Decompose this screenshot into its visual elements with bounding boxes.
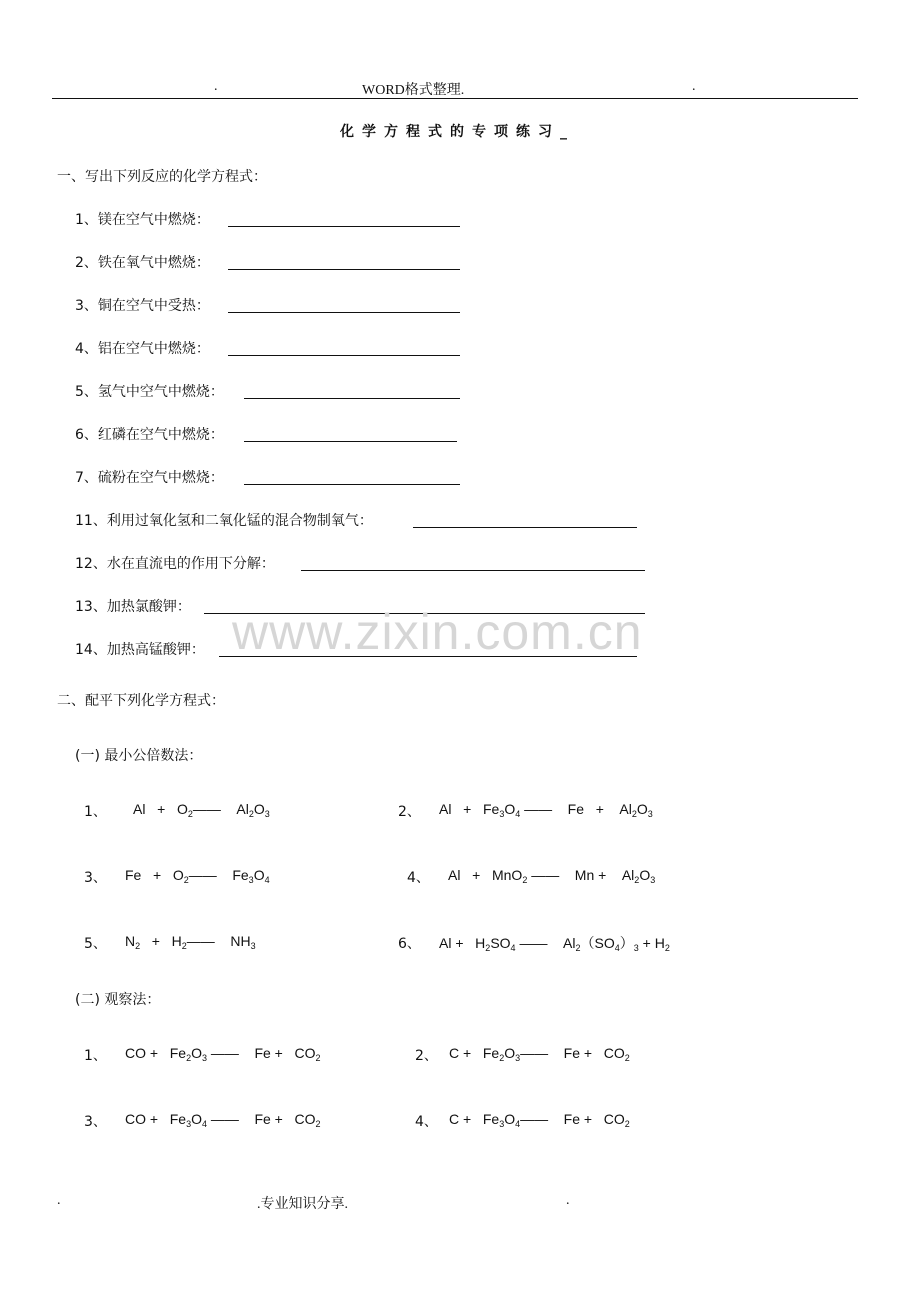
equation-number: 2、 bbox=[415, 1048, 438, 1064]
equation-number: 1、 bbox=[84, 1048, 107, 1064]
section-1-heading: 一、写出下列反应的化学方程式： bbox=[57, 169, 267, 185]
equation-number: 4、 bbox=[407, 870, 430, 886]
footer-text: .专业知识分享. bbox=[257, 1197, 348, 1212]
equation: $Al + Fe_3O_4$ —— Fe + $Al_2O_3$ bbox=[439, 801, 653, 819]
equation: $Fe + O_2——$ $Fe_3O_4$ bbox=[125, 867, 270, 885]
header-right-dot: . bbox=[692, 79, 696, 94]
fill-item-label: 3、铜在空气中受热： bbox=[75, 298, 210, 314]
fill-item-label: 4、铝在空气中燃烧： bbox=[75, 341, 210, 357]
header-left-dot: . bbox=[214, 79, 218, 94]
header-rule bbox=[52, 98, 858, 99]
answer-blank[interactable] bbox=[301, 556, 645, 571]
equation: $Al + O_2——$ $Al_2O_3$ bbox=[133, 801, 270, 819]
answer-blank[interactable] bbox=[228, 341, 460, 356]
fill-item-label: 11、利用过氧化氢和二氧化锰的混合物制氧气： bbox=[75, 513, 373, 529]
equation: $C + Fe_3O_4——$ $Fe + CO_2$ bbox=[449, 1111, 630, 1129]
equation: CO + $Fe_2O_3$ —— $Fe + CO_2$ bbox=[125, 1045, 321, 1063]
subsection-2-heading: (二) 观察法： bbox=[75, 992, 161, 1008]
answer-blank[interactable] bbox=[228, 212, 460, 227]
header-title: WORD格式整理. bbox=[362, 83, 465, 98]
equation-number: 1、 bbox=[84, 804, 107, 820]
answer-blank[interactable] bbox=[228, 298, 460, 313]
answer-blank[interactable] bbox=[244, 470, 460, 485]
page-title: 化学方程式的专项练习_ bbox=[340, 124, 575, 140]
fill-item-label: 1、镁在空气中燃烧： bbox=[75, 212, 210, 228]
equation: $N_2$ + $H_2——$ $NH_3$ bbox=[125, 933, 256, 951]
equation-number: 6、 bbox=[398, 936, 421, 952]
answer-blank[interactable] bbox=[244, 427, 457, 442]
fill-item-label: 12、水在直流电的作用下分解： bbox=[75, 556, 275, 572]
answer-blank[interactable] bbox=[413, 513, 637, 528]
equation-number: 5、 bbox=[84, 936, 107, 952]
fill-item-label: 2、铁在氧气中燃烧： bbox=[75, 255, 210, 271]
equation: CO + $Fe_3O_4$ —— $Fe + CO_2$ bbox=[125, 1111, 321, 1129]
equation: $Al + H_2SO_4$ —— $Al_2(SO_4)_3 + H_2$ bbox=[439, 935, 670, 953]
subsection-1-heading: (一) 最小公倍数法： bbox=[75, 748, 203, 764]
fill-item-label: 14、加热高锰酸钾： bbox=[75, 642, 205, 658]
fill-item-label: 6、红磷在空气中燃烧： bbox=[75, 427, 224, 443]
equation-number: 4、 bbox=[415, 1114, 438, 1130]
equation-number: 3、 bbox=[84, 1114, 107, 1130]
answer-blank[interactable] bbox=[228, 255, 460, 270]
fill-item-label: 13、加热氯酸钾： bbox=[75, 599, 191, 615]
equation-number: 2、 bbox=[398, 804, 421, 820]
equation-number: 3、 bbox=[84, 870, 107, 886]
fill-item-label: 5、氢气中空气中燃烧： bbox=[75, 384, 224, 400]
equation: $C + Fe_2O_3——$ $Fe + CO_2$ bbox=[449, 1045, 630, 1063]
watermark: www.zixin.com.cn bbox=[232, 604, 643, 660]
footer-right-dot: . bbox=[566, 1193, 570, 1208]
answer-blank[interactable] bbox=[244, 384, 460, 399]
fill-item-label: 7、硫粉在空气中燃烧： bbox=[75, 470, 224, 486]
footer-left-dot: . bbox=[57, 1193, 61, 1208]
section-2-heading: 二、配平下列化学方程式： bbox=[57, 693, 225, 709]
equation: Al + MnO$_2$ —— Mn + $Al_2O_3$ bbox=[448, 867, 656, 885]
